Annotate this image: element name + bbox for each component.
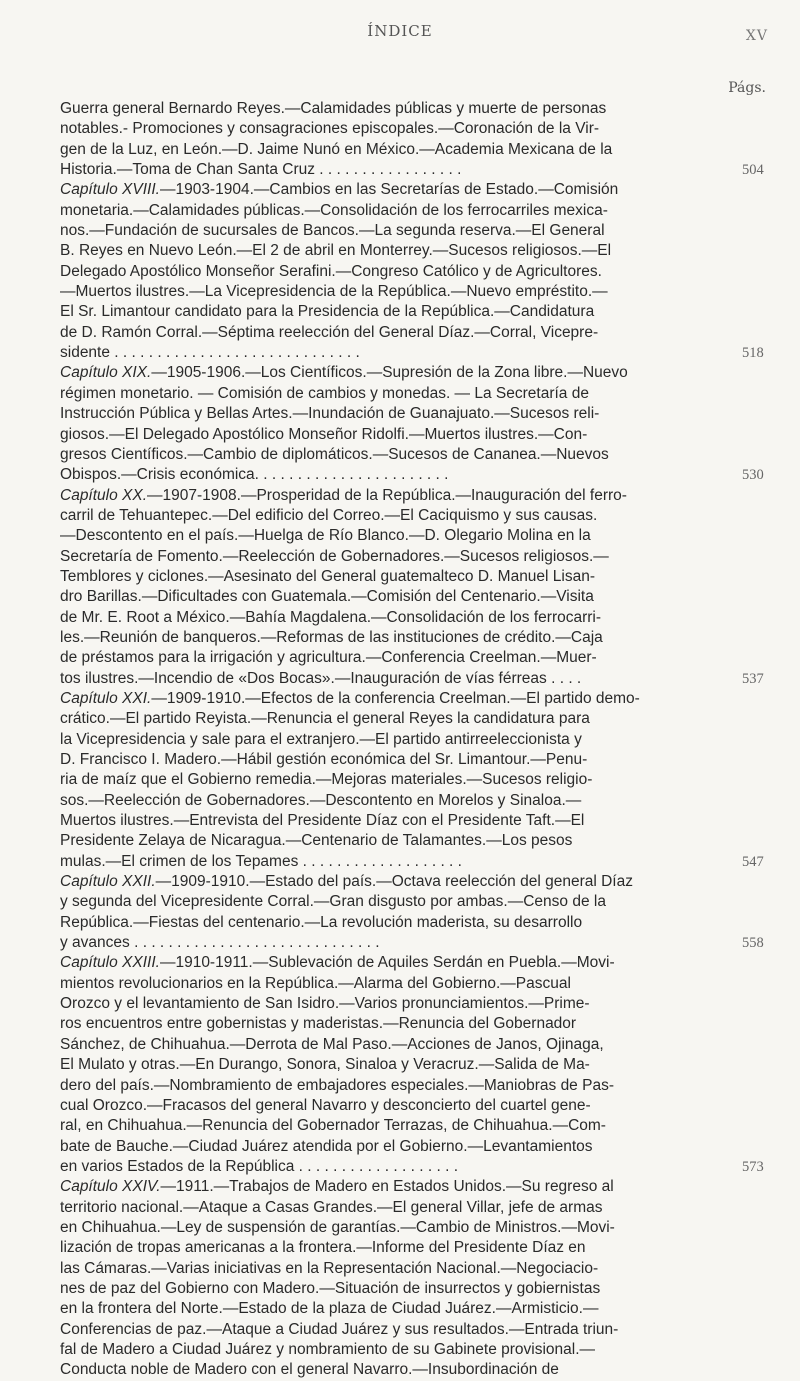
entry-text: ria de maíz que el Gobierno remedia.—Mejoras materiales.—Sucesos religio- <box>60 771 593 789</box>
entry-text: Historia.—Toma de Chan Santa Cruz . . . . . . . . . . . . . . . . . <box>60 161 462 179</box>
entry-text: Obispos.—Crisis económica. . . . . . . . . . . . . . . . . . . . . . . <box>60 466 449 484</box>
entry-text: ral, en Chihuahua.—Renuncia del Gobernador Terrazas, de Chihuahua.—Com- <box>60 1117 606 1135</box>
entry-text: Secretaría de Fomento.—Reelección de Gobernadores.—Sucesos religiosos.— <box>60 547 609 565</box>
chapter-label: Capítulo XXIV. <box>60 1178 161 1196</box>
entry-text: la Vicepresidencia y sale para el extranjero.—El partido antirreeleccionista y <box>60 730 582 748</box>
page-number: 518 <box>742 345 764 362</box>
page-number: 530 <box>742 467 764 484</box>
toc-entry-line <box>60 831 738 851</box>
entry-text: Orozco y el levantamiento de San Isidro.—Varios pronunciamientos.—Prime- <box>60 995 590 1013</box>
entry-text: dero del país.—Nombramiento de embajadores especiales.—Maniobras de Pas- <box>60 1076 614 1094</box>
toc-entry-line <box>60 669 738 689</box>
entry-text: —1907-1908.—Prosperidad de la República.—Inauguración del ferro- <box>147 486 627 504</box>
toc-entry-line <box>60 547 738 567</box>
toc-entry <box>60 689 764 872</box>
entry-text: las Cámaras.—Varias iniciativas en la Representación Nacional.—Negociacio- <box>60 1259 599 1277</box>
toc-entry-line <box>60 791 738 811</box>
toc-entry-line <box>60 1218 738 1238</box>
entry-text: cual Orozco.—Fracasos del general Navarro y desconcierto del cuartel gene- <box>60 1096 591 1114</box>
toc-entry-line <box>60 994 738 1014</box>
entry-text: —1905-1906.—Los Científicos.—Supresión de la Zona libre.—Nuevo <box>151 364 628 382</box>
entry-text: crático.—El partido Reyista.—Renuncia el general Reyes la candidatura para <box>60 710 590 728</box>
toc-entry-line <box>60 363 738 383</box>
toc-entry <box>60 486 764 689</box>
entry-text: —Descontento en el país.—Huelga de Río Blanco.—D. Olegario Molina en la <box>60 527 591 545</box>
toc-entry <box>60 363 764 485</box>
chapter-label: Capítulo XXIII. <box>60 954 160 972</box>
toc-entry-line <box>60 1238 738 1258</box>
toc-entry-line <box>60 750 738 770</box>
toc-entry-line <box>60 1137 738 1157</box>
toc-entry-line <box>60 1014 738 1034</box>
page-number: 573 <box>742 1158 764 1175</box>
toc-entry-line <box>60 343 738 363</box>
entry-text: tos ilustres.—Incendio de «Dos Bocas».—Inauguración de vías férreas . . . . <box>60 669 582 687</box>
chapter-label: Capítulo XXII. <box>60 873 156 891</box>
toc-entry-line <box>60 221 738 241</box>
toc-entry <box>60 180 764 363</box>
entry-text: régimen monetario. — Comisión de cambios y monedas. — La Secretaría de <box>60 384 589 402</box>
entry-text: Sánchez, de Chihuahua.—Derrota de Mal Paso.—Acciones de Janos, Ojinaga, <box>60 1035 604 1053</box>
toc-entry-line <box>60 140 738 160</box>
toc-entry-line <box>60 567 738 587</box>
entry-text: mulas.—El crimen de los Tepames . . . . . . . . . . . . . . . . . . . <box>60 852 462 870</box>
entry-text: de Mr. E. Root a México.—Bahía Magdalena.—Consolidación de los ferrocarri- <box>60 608 602 626</box>
entry-text: giosos.—El Delegado Apostólico Monseñor Ridolfi.—Muertos ilustres.—Con- <box>60 425 588 443</box>
toc-entry-line <box>60 1055 738 1075</box>
entry-text: El Sr. Limantour candidato para la Presidencia de la República.—Candidatura <box>60 303 595 321</box>
entry-text: ros encuentros entre gobernistas y maderistas.—Renuncia del Gobernador <box>60 1015 577 1033</box>
toc-entry-line <box>60 974 738 994</box>
toc-entry-line <box>60 1259 738 1279</box>
entry-text: en la frontera del Norte.—Estado de la plaza de Ciudad Juárez.—Armisticio.— <box>60 1300 599 1318</box>
entry-text: en Chihuahua.—Ley de suspensión de garantías.—Cambio de Ministros.—Movi- <box>60 1218 615 1236</box>
toc-entry-line <box>60 872 738 892</box>
toc-entry-line <box>60 506 738 526</box>
toc-entry-line <box>60 811 738 831</box>
toc-entry-line <box>60 933 738 953</box>
toc-entry-line <box>60 1299 738 1319</box>
entry-text: fal de Madero a Ciudad Juárez y nombramiento de su Gabinete provisional.— <box>60 1340 596 1358</box>
toc-entry-line <box>60 1116 738 1136</box>
toc-entry-line <box>60 1320 738 1340</box>
toc-entry-line <box>60 1340 738 1360</box>
entry-text: Presidente Zelaya de Nicaragua.—Centenario de Talamantes.—Los pesos <box>60 832 573 850</box>
toc-entry-line <box>60 201 738 221</box>
page-number: 537 <box>742 670 764 687</box>
toc-entry-line <box>60 770 738 790</box>
pages-column-label: Págs. <box>728 80 766 96</box>
toc-entry-line <box>60 486 738 506</box>
page-folio: XV <box>745 28 768 44</box>
entry-text: —Muertos ilustres.—La Vicepresidencia de la República.—Nuevo empréstito.— <box>60 283 608 301</box>
entry-text: en varios Estados de la República . . . . . . . . . . . . . . . . . . . <box>60 1157 459 1175</box>
entry-text: nos.—Fundación de sucursales de Bancos.—La segunda reserva.—El General <box>60 222 605 240</box>
toc-entry-line <box>60 302 738 322</box>
toc-entry-line <box>60 628 738 648</box>
entry-text: notables.- Promociones y consagraciones episcopales.—Coronación de la Vir- <box>60 120 600 138</box>
entry-text: Delegado Apostólico Monseñor Serafini.—Congreso Católico y de Agricultores. <box>60 262 602 280</box>
toc-entry-line <box>60 1076 738 1096</box>
toc-entry-line <box>60 1177 738 1197</box>
entry-text: nes de paz del Gobierno con Madero.—Situación de insurrectos y gobiernistas <box>60 1279 601 1297</box>
toc-entry-line <box>60 852 738 872</box>
toc-entry-line <box>60 99 738 119</box>
chapter-label: Capítulo XXI. <box>60 689 152 707</box>
toc-entry <box>60 953 764 1177</box>
toc-entry <box>60 1177 738 1380</box>
entry-text: y avances . . . . . . . . . . . . . . . . . . . . . . . . . . . . . <box>60 934 380 952</box>
entry-text: Conferencias de paz.—Ataque a Ciudad Juárez y sus resultados.—Entrada triun- <box>60 1320 619 1338</box>
entry-text: —1911.—Trabajos de Madero en Estados Unidos.—Su regreso al <box>160 1178 614 1196</box>
entry-text: República.—Fiestas del centenario.—La revolución maderista, su desarrollo <box>60 913 583 931</box>
toc-entry-line <box>60 323 738 343</box>
toc-entry-line <box>60 913 738 933</box>
toc-entry-line <box>60 608 738 628</box>
toc-entry-line <box>60 730 738 750</box>
toc-entry-line <box>60 425 738 445</box>
entry-text: Temblores y ciclones.—Asesinato del General guatemalteco D. Manuel Lisan- <box>60 567 596 585</box>
running-head: ÍNDICE <box>367 22 433 40</box>
entry-text: sidente . . . . . . . . . . . . . . . . . . . . . . . . . . . . . <box>60 344 360 362</box>
toc-entry-line <box>60 1096 738 1116</box>
page-number: 547 <box>742 853 764 870</box>
toc-entry-line <box>60 445 738 465</box>
entry-text: D. Francisco I. Madero.—Hábil gestión económica del Sr. Limantour.—Penu- <box>60 751 588 768</box>
entry-text: carril de Tehuantepec.—Del edificio del Correo.—El Caciquismo y sus causas. <box>60 506 598 524</box>
page-number: 504 <box>742 162 764 179</box>
entry-text: monetaria.—Calamidades públicas.—Consolidación de los ferrocarriles mexica- <box>60 201 608 219</box>
toc-entry <box>60 99 764 180</box>
entry-text: sos.—Reelección de Gobernadores.—Descontento en Morelos y Sinaloa.— <box>60 791 582 809</box>
chapter-label: Capítulo XIX. <box>60 364 152 382</box>
toc-entry-line <box>60 282 738 302</box>
entry-text: El Mulato y otras.—En Durango, Sonora, Sinaloa y Veracruz.—Salida de Ma- <box>60 1056 590 1074</box>
page-number: 558 <box>742 935 764 952</box>
toc-entry-line <box>60 241 738 261</box>
entry-text: dro Barillas.—Dificultades con Guatemala.—Comisión del Centenario.—Visita <box>60 588 594 606</box>
chapter-label: Capítulo XX. <box>60 486 148 504</box>
toc-entry-line <box>60 648 738 668</box>
entry-text: —1903-1904.—Cambios en las Secretarías de Estado.—Comisión <box>159 181 619 199</box>
toc-entry-line <box>60 709 738 729</box>
chapter-label: Capítulo XVIII. <box>60 181 160 199</box>
entry-text: de préstamos para la irrigación y agricultura.—Conferencia Creelman.—Muer- <box>60 649 597 667</box>
toc-entry-line <box>60 689 738 709</box>
entry-text: mientos revolucionarios en la República.—Alarma del Gobierno.—Pascual <box>60 974 571 992</box>
entry-text: —1910-1911.—Sublevación de Aquiles Serdán en Puebla.—Movi- <box>159 954 615 972</box>
entry-text: —1909-1910.—Efectos de la conferencia Creelman.—El partido demo- <box>151 689 640 707</box>
table-of-contents <box>60 99 764 1381</box>
entry-text: de D. Ramón Corral.—Séptima reelección del General Díaz.—Corral, Vicepre- <box>60 323 599 341</box>
toc-entry-line <box>60 1360 738 1380</box>
toc-entry-line <box>60 262 738 282</box>
toc-entry-line <box>60 119 738 139</box>
toc-entry-line <box>60 180 738 200</box>
toc-entry-line <box>60 465 738 485</box>
toc-entry-line <box>60 892 738 912</box>
toc-entry-line <box>60 160 738 180</box>
entry-text: y segunda del Vicepresidente Corral.—Gran disgusto por ambas.—Censo de la <box>60 893 606 911</box>
entry-text: Guerra general Bernardo Reyes.—Calamidades públicas y muerte de personas <box>60 100 607 117</box>
entry-text: Conducta noble de Madero con el general Navarro.—Insubordinación de <box>60 1361 559 1379</box>
entry-text: B. Reyes en Nuevo León.—El 2 de abril en Monterrey.—Sucesos religiosos.—El <box>60 242 612 260</box>
toc-entry-line <box>60 404 738 424</box>
toc-entry-line <box>60 953 738 973</box>
toc-entry-line <box>60 384 738 404</box>
toc-entry-line <box>60 1198 738 1218</box>
toc-entry-line <box>60 526 738 546</box>
entry-text: Instrucción Pública y Bellas Artes.—Inundación de Guanajuato.—Sucesos reli- <box>60 405 600 423</box>
entry-text: gen de la Luz, en León.—D. Jaime Nunó en México.—Academia Mexicana de la <box>60 140 613 158</box>
entry-text: bate de Bauche.—Ciudad Juárez atendida por el Gobierno.—Levantamientos <box>60 1137 593 1155</box>
toc-entry-line <box>60 1035 738 1055</box>
entry-text: gresos Científicos.—Cambio de diplomáticos.—Sucesos de Cananea.—Nuevos <box>60 445 609 463</box>
entry-text: lización de tropas americanas a la frontera.—Informe del Presidente Díaz en <box>60 1239 586 1257</box>
entry-text: les.—Reunión de banqueros.—Reformas de las instituciones de crédito.—Caja <box>60 628 603 646</box>
entry-text: territorio nacional.—Ataque a Casas Grandes.—El general Villar, jefe de armas <box>60 1198 603 1216</box>
toc-entry-line <box>60 587 738 607</box>
toc-entry-line <box>60 1157 738 1177</box>
toc-entry <box>60 872 764 953</box>
entry-text: —1909-1910.—Estado del país.—Octava reelección del general Díaz <box>155 873 633 891</box>
toc-entry-line <box>60 1279 738 1299</box>
entry-text: Muertos ilustres.—Entrevista del Presidente Díaz con el Presidente Taft.—El <box>60 812 585 830</box>
